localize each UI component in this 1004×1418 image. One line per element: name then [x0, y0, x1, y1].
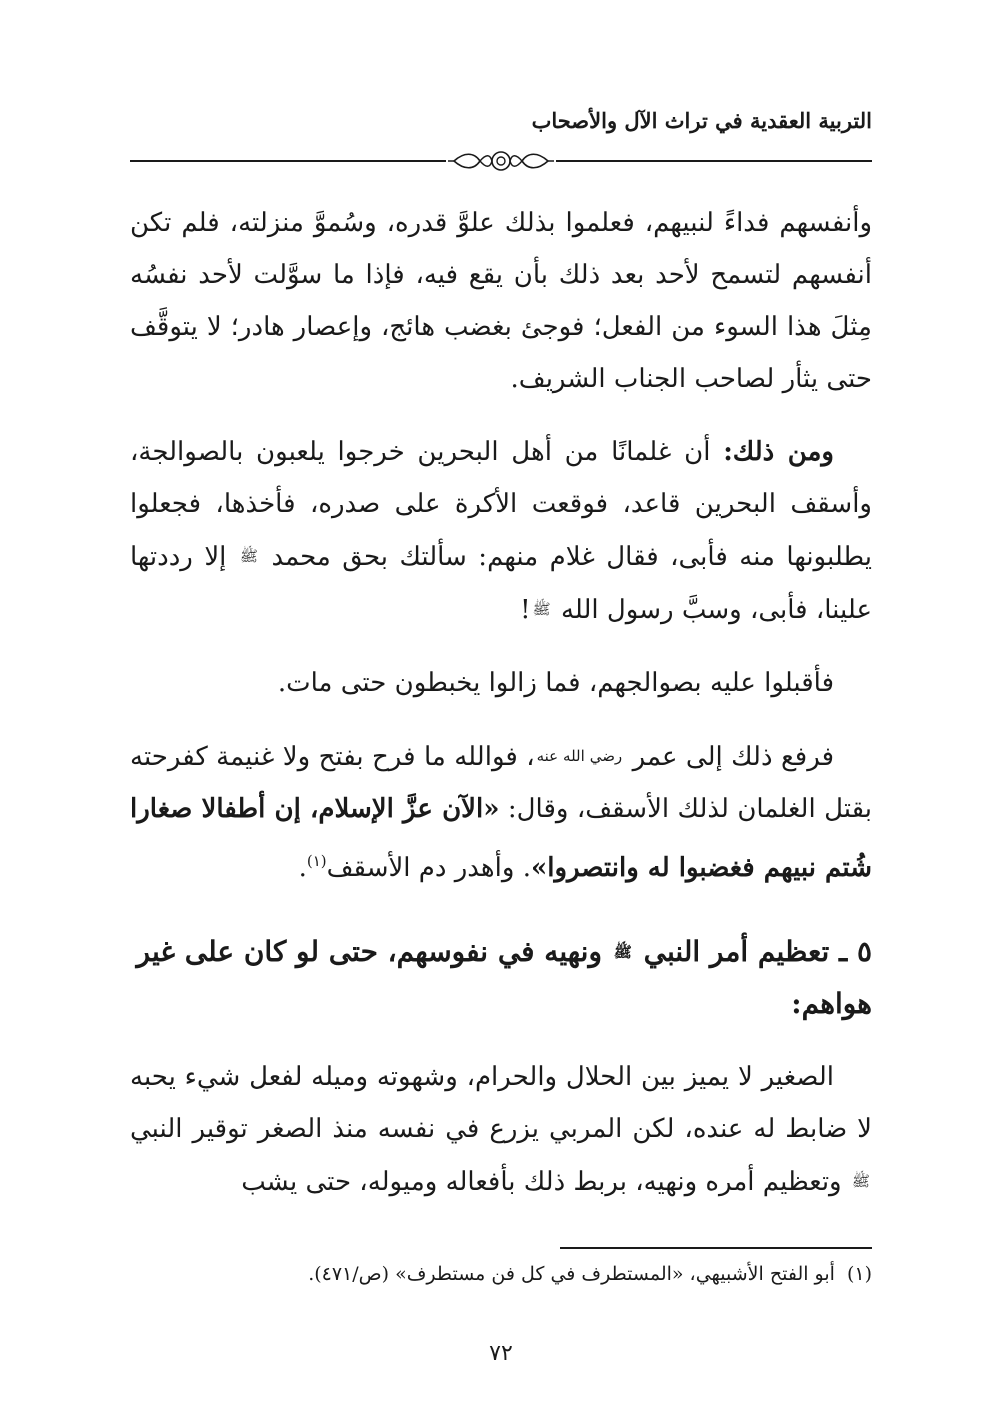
book-page — [130, 0, 872, 1418]
paragraph: فأقبلوا عليه بصوالجهم، فما زالوا يخبطون حتى مات. — [277, 668, 834, 698]
quote-text: «الآن عزَّ الإسلام، إن أطفالا صغارا شُتم نبيهم فغضبوا له وانتصروا» — [130, 794, 872, 883]
section-heading-text: ونهيه في نفوسهم، حتى لو كان على غير هواهم: — [136, 935, 872, 1020]
footnote-reference: (١) — [306, 852, 327, 870]
salla-honorific: ﷺ — [613, 943, 632, 961]
paragraph-text: الصغير لا يميز بين الحلال والحرام، وشهوته وميله لفعل شيء يحبه لا ضابط له عنده، لكن المربي يزرع في نفسه منذ الصغر توقير النبي — [130, 1062, 872, 1144]
running-header-title: التربية العقدية في تراث الآل والأصحاب — [531, 108, 872, 133]
paragraph-text: . — [298, 853, 307, 883]
salla-honorific: ﷺ — [532, 600, 551, 618]
paragraph — [130, 426, 872, 636]
ornament-icon — [446, 146, 556, 176]
page-number: ٧٢ — [489, 1341, 513, 1366]
paragraph-text: إلا رددتها علينا، فأبى، وسبَّ رسول الله — [130, 542, 872, 625]
footnote-rule — [560, 1247, 872, 1249]
footnote-text: أبو الفتح الأشبيهي، «المستطرف في كل فن مستطرف» (ص/٤٧١). — [308, 1263, 835, 1285]
footnote — [130, 1259, 872, 1289]
paragraph-text: . وأهدر دم الأسقف — [326, 853, 531, 883]
section-heading — [130, 926, 872, 1030]
paragraph — [130, 730, 872, 894]
paragraph-text: فرفع ذلك إلى عمر — [632, 742, 834, 772]
paragraph: وأنفسهم فداءً لنبيهم، فعلموا بذلك علوَّ قدره، وسُموَّ منزلته، فلم تكن أنفسهم لتسمح لأحد بعد ذلك بأن يقع فيه، فإذا ما سوَّلت لأحد نفسُه مِثلَ هذا السوء من الفعل؛ فوجئ بغضب هائج، وإعصار هادر؛ لا يتوقَّف حتى يثأر لصاحب الجناب الشريف. — [130, 208, 872, 394]
section-heading-text: ٥ ـ تعظيم أمر النبي — [643, 935, 872, 968]
paragraph-text: ، فوالله ما فرح بفتح ولا غنيمة كفرحته بقتل الغلمان لذلك الأسقف، وقال: — [130, 742, 872, 824]
footnote-number: (١) — [846, 1263, 872, 1285]
paragraph-text: أن غلمانًا من أهل البحرين خرجوا يلعبون بالصوالجة، وأسقف البحرين قاعد، فوقعت الأكرة على صدره، فأخذها، فجعلوا يطلبونها منه فأبى، فقال غلام منهم: سألتك بحق محمد — [130, 437, 872, 572]
salla-honorific: ﷺ — [239, 547, 258, 565]
paragraph-lead: ومن ذلك: — [723, 437, 834, 467]
salla-honorific: ﷺ — [851, 1172, 870, 1190]
paragraph-text: ! — [520, 595, 531, 625]
paragraph-text: وتعظيم أمره ونهيه، بربط ذلك بأفعاله وميوله، حتى يشب — [241, 1167, 850, 1197]
main-text — [130, 197, 872, 1208]
radiya-honorific: رضي الله عنه — [536, 747, 623, 765]
paragraph — [130, 1051, 872, 1208]
